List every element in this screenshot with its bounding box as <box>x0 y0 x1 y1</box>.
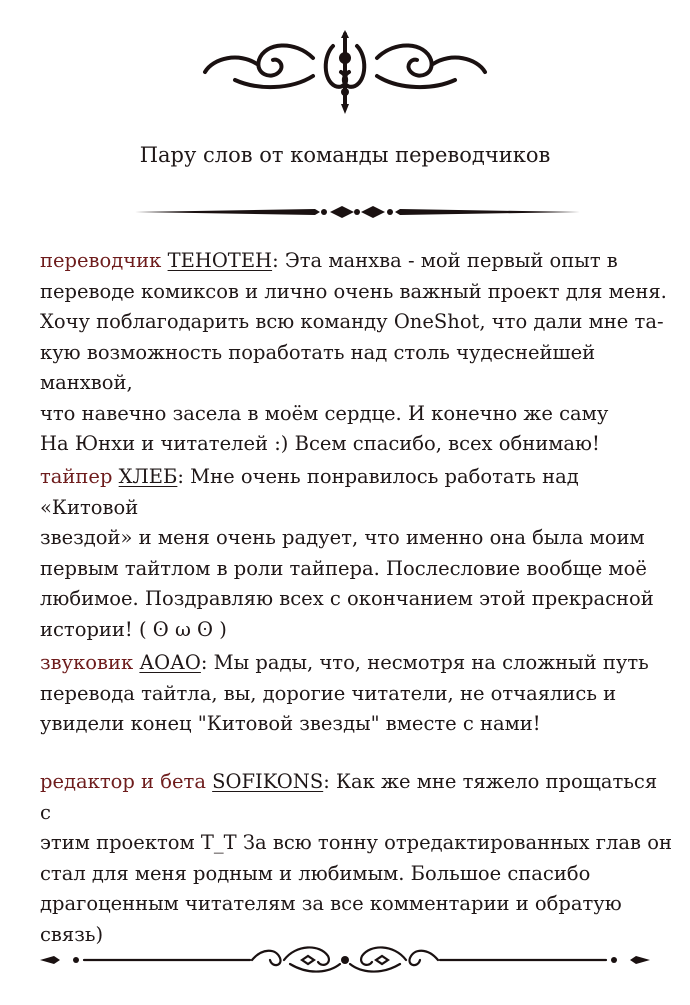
flourish-top-ornament <box>195 28 495 116</box>
note-line: кую возможность поработать над столь чудеснейшей манхвой, <box>40 340 596 394</box>
note-line: звездой» и меня очень радует, что именно она была моим <box>40 526 645 549</box>
nickname: ХЛЕБ <box>118 465 178 488</box>
note-line: первым тайтлом в роли тайпера. Послесловие вообще моё <box>40 556 647 580</box>
note-text: : Как же мне тяжело прощаться с <box>40 770 658 824</box>
note-line: драгоценным читателям за все комментарии и обратую связь) <box>40 892 622 946</box>
nickname: SOFIKONS <box>212 770 324 793</box>
note-line: что навечно засела в моём сердце. И конечно же саму <box>40 401 609 425</box>
role-label: редактор и бета <box>40 770 206 793</box>
note-text: : Мы рады, что, несмотря на сложный путь <box>200 651 649 674</box>
note-line: любимое. Поздравляю всех с окончанием этой прекрасной <box>40 587 654 610</box>
note-line: этим проектом Т_Т За всю тонну отредактированных глав он <box>40 831 672 854</box>
nickname: АОАО <box>139 651 201 674</box>
note-sound <box>40 648 672 740</box>
note-line: увидели конец "Китовой звезды" вместе с нами! <box>40 712 541 735</box>
nickname: ТЕНОТЕН <box>167 249 273 272</box>
note-line: перевода тайтла, вы, дорогие читатели, не отчаялись и <box>40 681 617 705</box>
role-label: тайпер <box>40 465 113 488</box>
divider-ornament <box>135 202 580 222</box>
note-line: стал для меня родным и любимым. Большое спасибо <box>40 861 591 885</box>
note-line: Хочу поблагодарить всю команду OneShot, что дали мне та- <box>40 310 664 333</box>
page-title: Пару слов от команды переводчиков <box>139 143 551 167</box>
note-line: На Юнхи и читателей :) Всем спасибо, всех обнимаю! <box>40 432 600 455</box>
note-line <box>40 648 672 679</box>
note-line <box>40 767 672 828</box>
note-text: : Мне очень понравилось работать над «Китовой <box>40 465 579 519</box>
note-line: переводе комиксов и лично очень важный проект для меня. <box>40 279 667 303</box>
note-editor <box>40 767 672 950</box>
note-typer <box>40 462 672 645</box>
role-label: переводчик <box>40 249 162 272</box>
note-line <box>40 246 672 277</box>
note-line <box>40 462 672 523</box>
note-translator <box>40 246 672 460</box>
flourish-bottom-ornament <box>40 938 650 978</box>
note-text: : Эта манхва - мой первый опыт в <box>272 249 618 272</box>
role-label: звуковик <box>40 651 134 674</box>
note-line: истории! ( ʘ ω ʘ ) <box>40 617 227 641</box>
